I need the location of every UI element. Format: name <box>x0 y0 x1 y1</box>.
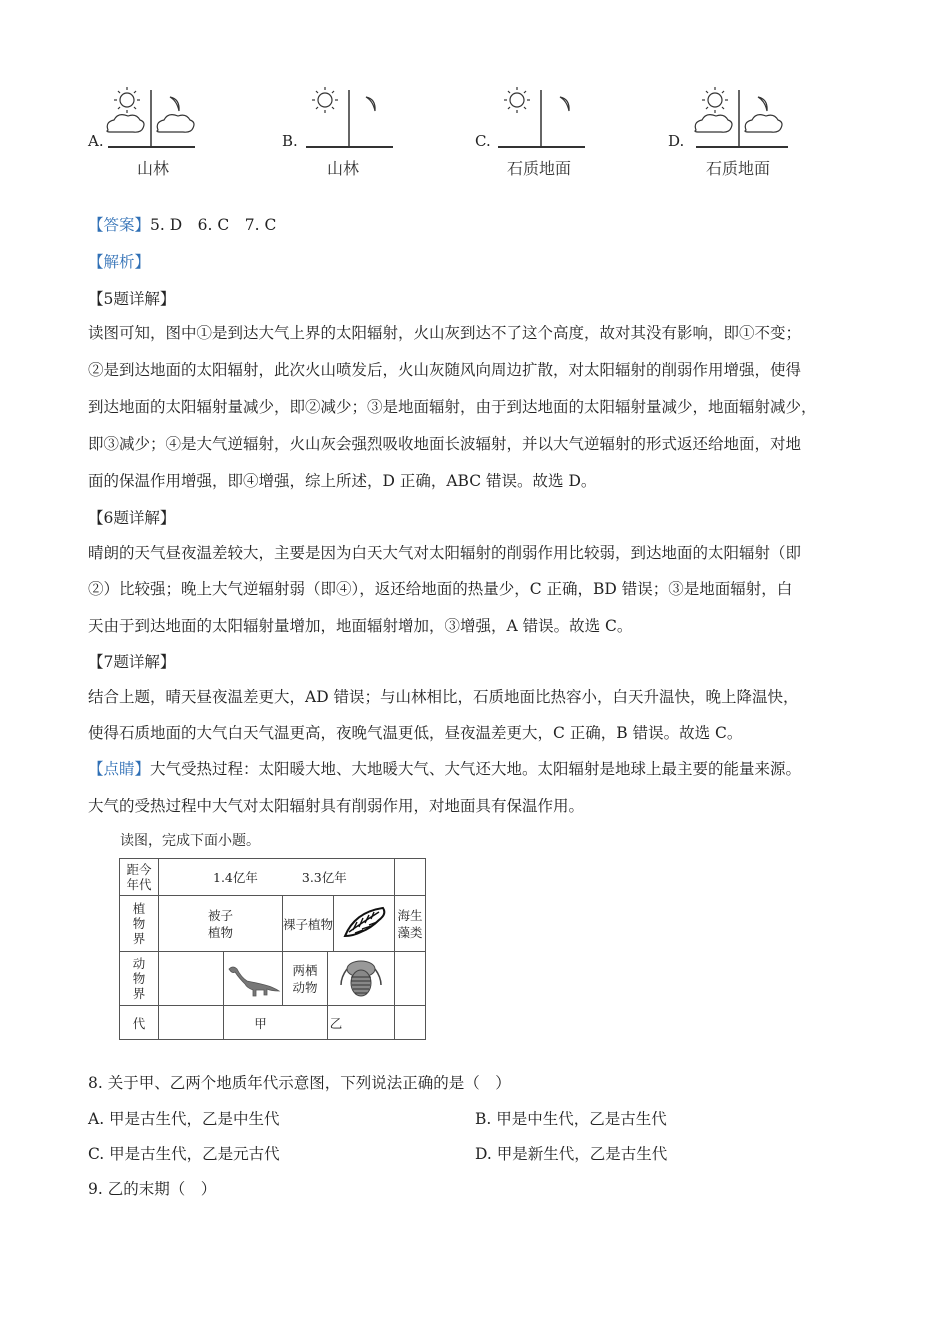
age-2: 3.3亿年 <box>301 870 347 885</box>
answer-tag: 【答案】 <box>88 216 151 234</box>
row-head-plant: 植物界 <box>120 896 159 952</box>
era-jia: 甲 <box>224 1006 328 1040</box>
trilobite-icon <box>333 955 389 999</box>
figure-a-label: 山林 <box>137 159 170 178</box>
q6-line-1: 晴朗的天气昼夜温差较大，主要是因为白天大气对太阳辐射的削弱作用比较弱，到达地面的太阳辐射（即 <box>88 544 802 562</box>
geologic-era-table <box>119 858 426 1040</box>
plant-angiosperm: 被子植物 <box>159 896 283 952</box>
fern-fossil-cell <box>334 896 395 952</box>
q7-heading: 【7题详解】 <box>88 653 176 671</box>
figure-d-diagram <box>688 85 793 155</box>
plant-algae: 海生藻类 <box>395 896 426 952</box>
figure-b-label: 山林 <box>327 159 360 178</box>
trilobite-cell <box>328 952 395 1006</box>
cloud-icon <box>695 115 732 133</box>
sun-icon <box>312 87 338 113</box>
sun-icon <box>702 87 728 113</box>
row-head-era: 代 <box>120 1006 159 1040</box>
row-head-age: 距今年代 <box>120 859 159 896</box>
q5-line-1: 读图可知，图中①是到达大气上界的太阳辐射，火山灰到达不了这个高度，故对其没有影响，即①不变； <box>88 324 802 342</box>
sun-icon <box>504 87 530 113</box>
q8-option-b[interactable]: B. 甲是中生代，乙是古生代 <box>475 1110 667 1128</box>
era-yi: 乙 <box>328 1006 395 1040</box>
note-line-1 <box>88 759 801 779</box>
answer-line <box>88 215 276 235</box>
q8-option-c[interactable]: C. 甲是古生代，乙是元古代 <box>88 1145 280 1163</box>
figure-c-label: 石质地面 <box>507 159 572 178</box>
age-1: 1.4亿年 <box>213 870 258 885</box>
moon-icon <box>170 97 179 111</box>
dinosaur-cell <box>224 952 283 1006</box>
q9-stem: 9. 乙的末期（ ） <box>88 1180 217 1198</box>
note-line-2: 大气的受热过程中大气对太阳辐射具有削弱作用，对地面具有保温作用。 <box>88 797 585 815</box>
q8-option-a[interactable]: A. 甲是古生代，乙是中生代 <box>88 1110 280 1128</box>
note-text-1: 大气受热过程：太阳暖大地、大地暖大气、大气还大地。太阳辐射是地球上最主要的能量来源。 <box>150 760 802 778</box>
read-prompt: 读图，完成下面小题。 <box>120 833 260 849</box>
q5-line-4: 即③减少；④是大气逆辐射，火山灰会强烈吸收地面长波辐射，并以大气逆辐射的形式返还给地面，对地 <box>88 435 802 453</box>
cloud-icon <box>745 115 782 133</box>
plant-gymnosperm: 裸子植物 <box>283 896 334 952</box>
q8-option-d[interactable]: D. 甲是新生代，乙是古生代 <box>475 1145 668 1163</box>
answer-text: 5. D 6. C 7. C <box>150 216 277 234</box>
moon-icon <box>560 97 569 111</box>
row-head-animal: 动物界 <box>120 952 159 1006</box>
figure-a-diagram <box>100 85 200 155</box>
figure-c-diagram <box>490 85 590 155</box>
moon-icon <box>366 97 375 111</box>
age-cell <box>159 859 395 896</box>
figure-b-letter: B. <box>282 132 298 150</box>
moon-icon <box>758 97 767 111</box>
q5-heading: 【5题详解】 <box>88 290 176 308</box>
q7-line-2: 使得石质地面的大气白天气温更高，夜晚气温更低，昼夜温差更大，C 正确，B 错误。故选 C。 <box>88 724 743 742</box>
figure-d-label: 石质地面 <box>706 159 771 178</box>
q7-line-1: 结合上题，晴天昼夜温差更大，AD 错误；与山林相比，石质地面比热容小，白天升温快，晚上降温快， <box>88 688 799 706</box>
q5-line-3: 到达地面的太阳辐射量减少，即②减少；③是地面辐射，由于到达地面的太阳辐射量减少，地面辐射减少， <box>88 398 817 416</box>
note-tag: 【点睛】 <box>88 760 151 778</box>
animal-amphibian: 两栖动物 <box>283 952 328 1006</box>
q5-line-2: ②是到达地面的太阳辐射，此次火山喷发后，火山灰随风向周边扩散，对太阳辐射的削弱作用增强，使得 <box>88 361 802 379</box>
q8-stem: 8. 关于甲、乙两个地质年代示意图，下列说法正确的是（ ） <box>88 1074 511 1092</box>
figure-a-letter: A. <box>88 132 104 150</box>
q6-line-3: 天由于到达地面的太阳辐射量增加，地面辐射增加，③增强，A 错误。故选 C。 <box>88 617 633 635</box>
figure-d-letter: D. <box>668 132 685 150</box>
figure-c-letter: C. <box>475 132 491 150</box>
figure-b-diagram <box>298 85 398 155</box>
q6-heading: 【6题详解】 <box>88 509 176 527</box>
q6-line-2: ②）比较强；晚上大气逆辐射弱（即④），返还给地面的热量少，C 正确，BD 错误；③是地面辐射，白 <box>88 580 793 598</box>
cloud-icon <box>157 115 194 133</box>
sun-icon <box>114 87 140 113</box>
q5-line-5: 面的保温作用增强，即④增强，综上所述，D 正确，ABC 错误。故选 D。 <box>88 472 597 490</box>
dinosaur-icon <box>225 957 281 997</box>
cloud-icon <box>107 115 144 133</box>
fern-fossil-icon <box>337 900 391 944</box>
analysis-tag: 【解析】 <box>88 253 151 271</box>
